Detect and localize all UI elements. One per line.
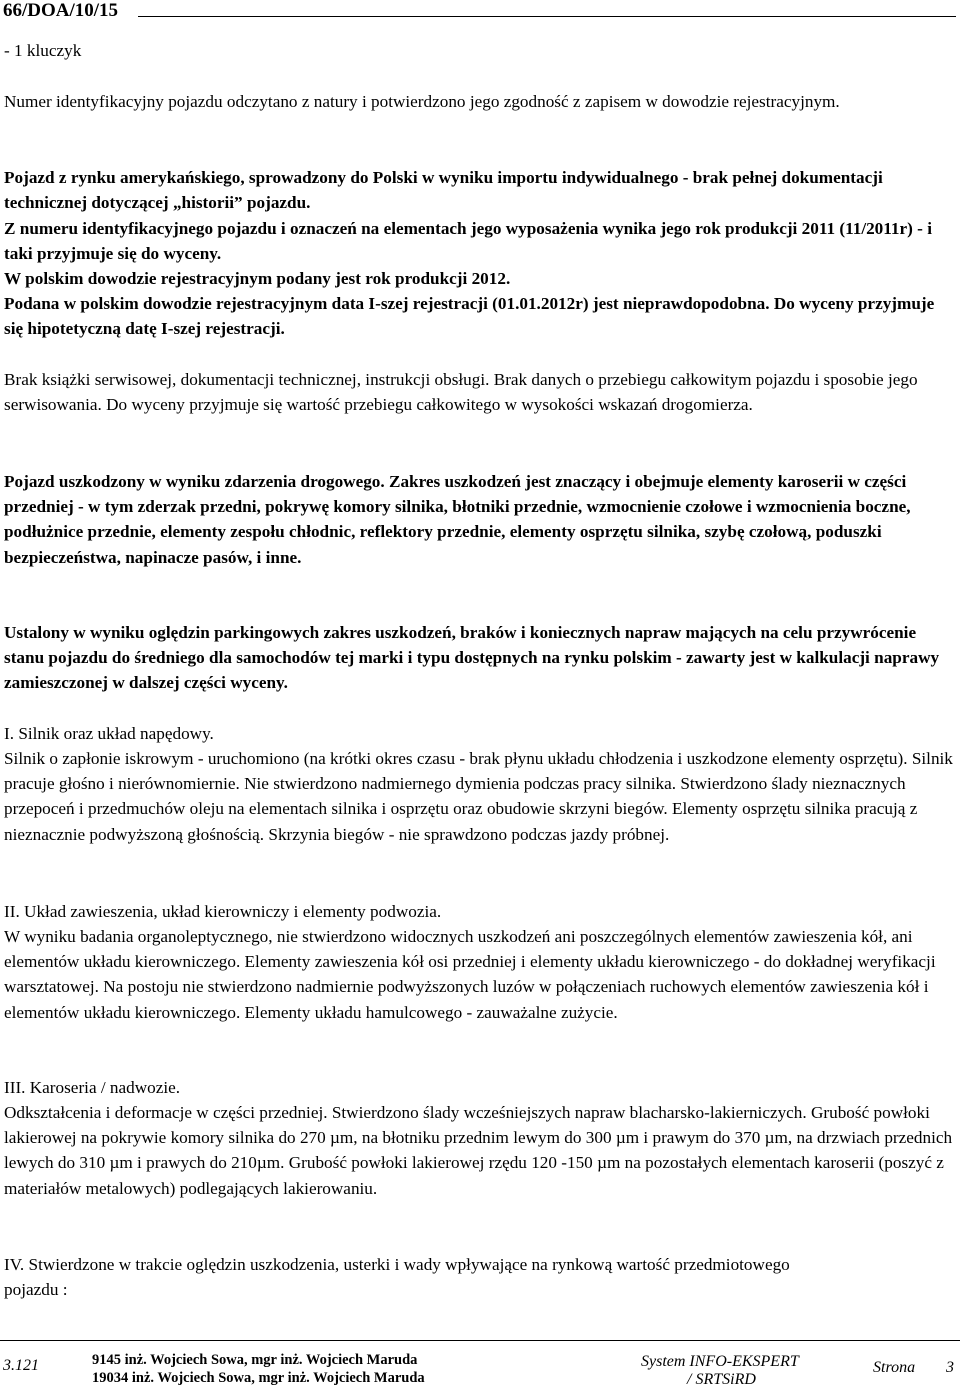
import-note-paragraph: Pojazd z rynku amerykańskiego, sprowadzony do Polski w wyniku importu indywidualnego - brak pełnej dokumentacji technicznej dotyczącej „historii” pojazdu. (4, 168, 883, 213)
first-registration-paragraph: Podana w polskim dowodzie rejestracyjnym data I-szej rejestracji (01.01.2012r) jest nieprawdopodobna. Do wyceny przyjmuje się hipotetyczną datę I-szej rejestracji. (4, 294, 935, 339)
footer-system-suffix: / SRTSiRD (687, 1371, 756, 1388)
footer-page-label: Strona (873, 1359, 916, 1376)
footer-authors-line-1: 9145 inż. Wojciech Sowa, mgr inż. Wojciech Maruda (92, 1352, 418, 1368)
footer-system-name: System INFO-EKSPERT (641, 1353, 799, 1370)
registration-year-paragraph: W polskim dowodzie rejestracyjnym podany jest rok produkcji 2012. (4, 269, 511, 288)
damage-description-paragraph: Pojazd uszkodzony w wyniku zdarzenia drogowego. Zakres uszkodzeń jest znaczący i obejmuje elementy karoserii w części przedniej - w tym zderzak przedni, pokrywę komory silnika, błotniki przednie, wzmocnienie czołowe i wzmocnienia boczne, podłużnice przednie, elementy zespołu chłodnic, reflektory przednie, elementy osprzętu silnika, szybę czołową, poduszki bezpieczeństwa, napinacze pasów, i inne. (4, 472, 911, 567)
footer-authors-line-2: 19034 inż. Wojciech Sowa, mgr inż. Wojciech Maruda (92, 1370, 425, 1386)
footer-divider (0, 1340, 960, 1341)
year-note-paragraph: Z numeru identyfikacyjnego pojazdu i oznaczeń na elementach jego wyposażenia wynika jego rok produkcji 2011 (11/2011r) - i taki przyjmuje się do wyceny. (4, 219, 932, 264)
section-heading: IV. Stwierdzone w trakcie oględzin uszkodzenia, usterki i wady wpływające na rynkową wartość przedmiotowego pojazdu : (4, 1255, 790, 1300)
section-body: W wyniku badania organoleptycznego, nie stwierdzono widocznych uszkodzeń ani poszczególnych elementów zawieszenia kół, ani elementów układu kierowniczego. Elementy zawieszenia kół osi przedniej i elementy układu kierowniczego - do dokładnej weryfikacji warsztatowej. Na postoju nie stwierdzono nadmiernie podwyższonych luzów w połączeniach ruchowych elementów zawieszenia kół i elementów układu kierowniczego. Elementy układu hamulcowego - zauważalne zużycie. (4, 927, 936, 1022)
vin-check-paragraph: Numer identyfikacyjny pojazdu odczytano z natury i potwierdzono jego zgodność z zapisem w dowodzie rejestracyjnym. (4, 92, 840, 111)
footer-left-code: 3.121 (3, 1357, 39, 1374)
service-history-paragraph: Brak książki serwisowej, dokumentacji technicznej, instrukcji obsługi. Brak danych o przebiegu całkowitym pojazdu i sposobie jego serwisowania. Do wyceny przyjmuje się wartość przebiegu całkowitego w wysokości wskazań drogomierza. (4, 370, 918, 415)
section-body: Odkształcenia i deformacje w części przedniej. Stwierdzono ślady wcześniejszych napraw blacharsko-lakierniczych. Grubość powłoki lakierowej na pokrywie komory silnika do 270 µm, na błotniku przednim lewym do 300 µm i prawym do 370 µm, na drzwiach przednich lewych do 310 µm i prawych do 210µm. Grubość powłoki lakierowej rzędu 120 -150 µm na pozostałych elementach karoserii (poszyć z materiałów metalowych) podlegających lakierowaniu. (4, 1103, 953, 1198)
section-heading: I. Silnik oraz układ napędowy. (4, 724, 214, 743)
section-heading: II. Układ zawieszenia, układ kierowniczy i elementy podwozia. (4, 902, 442, 921)
inspection-scope-paragraph: Ustalony w wyniku oględzin parkingowych zakres uszkodzeń, braków i koniecznych napraw mających na celu przywrócenie stanu pojazdu do średniego dla samochodów tej marki i typu dostępnych na rynku polskim - zawarty jest w kalkulacji naprawy zamieszczonej w dalszej części wyceny. (4, 623, 940, 693)
document-code: 66/DOA/10/15 (3, 0, 119, 21)
section-body: Silnik o zapłonie iskrowym - uruchomiono (na krótki okres czasu - brak płynu układu chłodzenia i uszkodzone elementy osprzętu). Silnik pracuje głośno i nierównomiernie. Nie stwierdzono nadmiernego dymienia podczas pracy silnika. Stwierdzono ślady nieznacznych przepoceń i przedmuchów oleju na elementach silnika i osprzętu oraz obudowie skrzyni biegów. Elementy osprzętu silnika pracują z nieznacznie podwyższoną głośnością. Skrzynia biegów - nie sprawdzono podczas jazdy próbnej. (4, 749, 953, 844)
footer-page-number: 3 (946, 1359, 954, 1376)
header-divider (138, 16, 956, 17)
section-heading: III. Karoseria / nadwozie. (4, 1078, 181, 1097)
keys-line: - 1 kluczyk (4, 41, 82, 60)
